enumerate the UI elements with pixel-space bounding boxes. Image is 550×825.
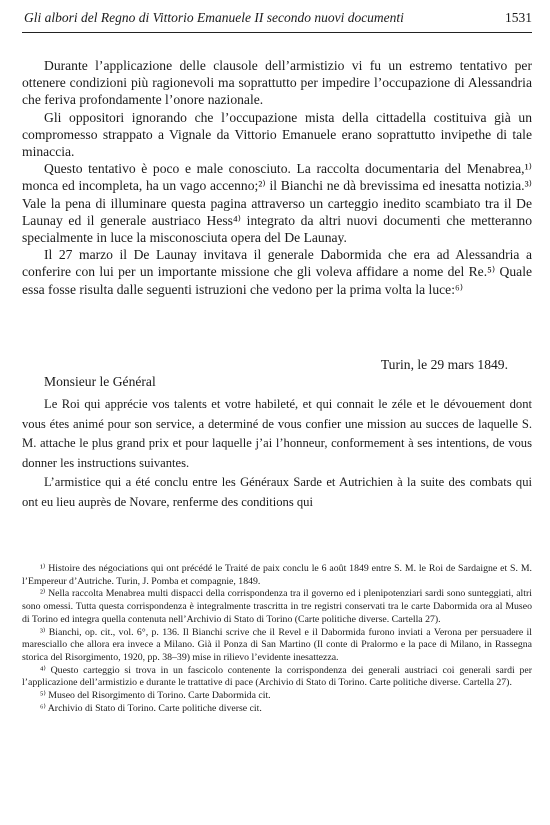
letter-salutation: Monsieur le Général: [44, 374, 156, 389]
paragraph: Gli oppositori ignorando che l’occupazione mista della cittadella costituiva già un compromesso strappato a Vignale da Vittorio Emanuele erano soprattutto invipethe di tale minaccia.: [22, 109, 532, 160]
letter-text: [22, 395, 532, 513]
letter-paragraph: L’armistice qui a été conclu entre les Généraux Sarde et Autrichien à la suite des combats qui ont eu lieu auprès de Novare, renferme des conditions qui: [22, 475, 532, 509]
paragraph: Questo tentativo è poco e male conosciuto. La raccolta documentaria del Menabrea,¹⁾ monca ed incompleta, ha un vago accenno;²⁾ il Bianchi ne dà brevissima ed inesatta notizia.³⁾ Vale la pena di illuminare questa pagina attraverso un carteggio inedito scambiato tra il De Launay ed il generale austriaco Hess⁴⁾ integrato da altri nuovi documenti che metteranno specialmente in luce la misconosciuta opera del De Launay.: [22, 161, 532, 246]
footnote: ²⁾ Nella raccolta Menabrea multi dispacci della corrispondenza tra il governo ed i plenipotenziari sardi sono sunteggiati, altri sono omessi. Tutta questa corrispondenza è integralmente trascritta in tre registri conservati tra le carte Dabormida ora al Museo di Torino ed integra quella contenuta nell’Archivio di Stato di Torino (Carte politiche diverse. Cartella 27).: [22, 588, 532, 625]
running-header: [22, 7, 532, 29]
running-title: Gli albori del Regno di Vittorio Emanuele II secondo nuovi documenti: [24, 10, 404, 25]
letter-paragraph: Le Roi qui apprécie vos talents et votre habileté, et qui connait le zéle et le dévouement dont vous étes animé pour son service, a determiné de vous confier une mission au succes de laquelle S. M. attache le plus grand prix et pour laquelle j’ai l’honneur, conformement à ses intentions, de vous donner les instructions suivantes.: [22, 397, 532, 470]
letter-date: Turin, le 29 mars 1849.: [380, 357, 508, 372]
footnote: ⁶⁾ Archivio di Stato di Torino. Carte politiche diverse cit.: [40, 702, 262, 714]
paragraph: Durante l’applicazione delle clausole dell’armistizio vi fu un estremo tentativo per ottenere condizioni più ragionevoli ma soprattutto per impedire l’occupazione di Alessandria che feriva profondamente l’onore nazionale.: [22, 58, 532, 108]
page-number: 1531: [505, 10, 532, 25]
header-rule: [22, 32, 532, 33]
paragraph: Il 27 marzo il De Launay invitava il generale Dabormida che era ad Alessandria a conferire con lui per un importante missione che gli voleva affidare a nome del Re.⁵⁾ Quale essa fosse risulta dalle seguenti istruzioni che vedono per la prima volta la luce:⁶⁾: [22, 247, 532, 297]
main-text: [22, 57, 532, 298]
footnote: ⁴⁾ Questo carteggio si trova in un fascicolo contenente la corrispondenza dei generali austriaci coi generali sardi per l’applicazione dell’armistizio e durante le trattative di pace (Archivio di Stato di Torino. Carte politiche diverse. Cartella 27).: [22, 664, 532, 689]
footnote: ⁵⁾ Museo del Risorgimento di Torino. Carte Dabormida cit.: [40, 690, 271, 702]
footnote: ¹⁾ Histoire des négociations qui ont précédé le Traité de paix conclu le 6 août 1849 entre S. M. le Roi de Sardaigne et S. M. l’Empereur d’Autriche. Turin, J. Pomba et compagnie, 1849.: [22, 563, 532, 587]
footnote: ³⁾ Bianchi, op. cit., vol. 6°, p. 136. Il Bianchi scrive che il Revel e il Dabormida furono inviati a Verona per persuadere il maresciallo che allora era invece a Milano. Già il Ponza di San Martino (Il conte di Pralormo e la pace di Milano, in Rassegna storica del Risorgimento, 1920, pp. 38–39) mise in rilievo l’evidente inesattezza.: [22, 626, 532, 663]
footnotes: [22, 563, 532, 715]
